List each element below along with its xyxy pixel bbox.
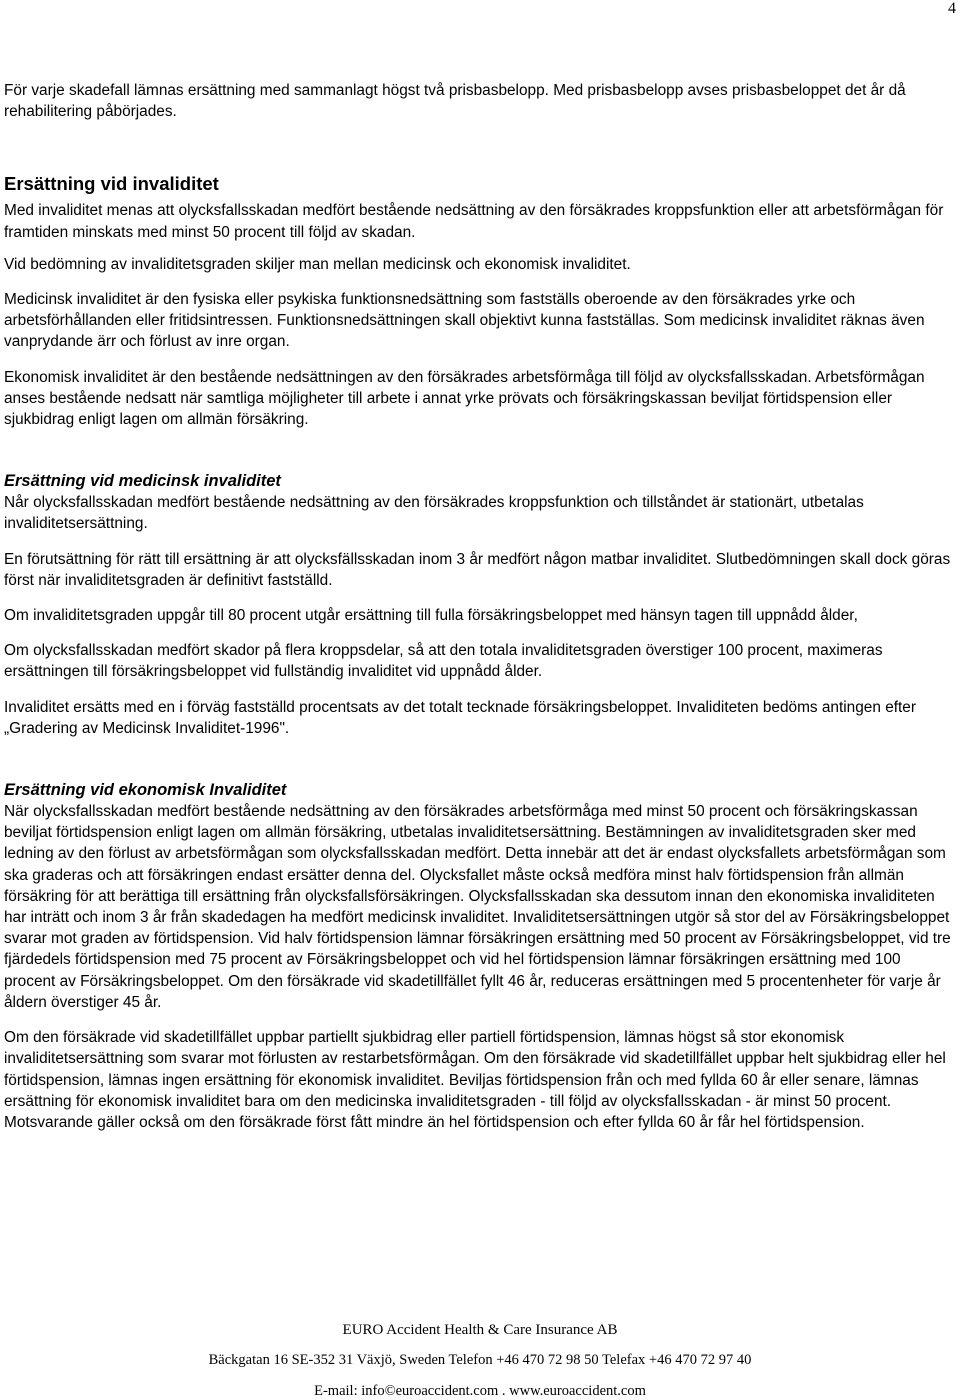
- footer-contact: E-mail: info©euroaccident.com . www.euroaccident.com: [314, 1383, 646, 1399]
- paragraph-medicinsk-4: Om olycksfallsskadan medfört skador på flera kroppsdelar, så att den totala invaliditetsgraden överstiger 100 procent, maximeras ersättningen till försäkringsbeloppet vid fullständig invaliditet vid uppnådd ålder.: [4, 642, 883, 681]
- paragraph-medicinsk-1: Når olycksfallsskadan medfört bestående nedsättning av den försäkrades kroppsfunktion och tillståndet är stationärt, utbetalas invaliditetsersättning.: [4, 494, 864, 533]
- document-body: [4, 80, 956, 1133]
- section-heading-invaliditet: Ersättning vid invaliditet: [4, 173, 219, 195]
- section-invaliditet: [4, 172, 956, 430]
- paragraph-invaliditet-bedomning: Vid bedömning av invaliditetsgraden skiljer man mellan medicinsk och ekonomisk invaliditet.: [4, 255, 631, 273]
- paragraph-medicinsk-2: En förutsättning för rätt till ersättning är att olycksfällsskadan inom 3 år medfört någon matbar invaliditet. Slutbedömningen skall dock göras först när invaliditetsgraden är definitivt fastställd.: [4, 550, 951, 589]
- paragraph-ekonomisk-definition: Ekonomisk invaliditet är den bestående nedsättningen av den försäkrades arbetsförmåga till följd av olycksfallsskadan. Arbetsförmågan anses bestående nedsatt när samtliga möjligheter till arbete i annat yrke prövats och försäkringskassan beviljat förtidspension eller sjukbidrag enligt lagen om allmän försäkring.: [4, 368, 925, 429]
- section-medicinsk: [4, 470, 956, 739]
- footer-company: EURO Accident Health & Care Insurance AB: [342, 1322, 618, 1338]
- paragraph-ekonomisk-2: Om den försäkrade vid skadetillfället uppbar partiellt sjukbidrag eller partiell förtidspension, lämnas högst så stor ekonomisk invaliditetsersättning som svarar mot förlusten av restarbetsförmågan. Om den försäkrade vid skadetillfället uppbar helt sjukbidrag eller hel förtidspension, lämnas ingen ersättning för ekonomisk invaliditet. Beviljas förtidspension från och med fyllda 60 år eller senare, lämnas ersättning för ekonomisk invaliditet bara om den medicinska invaliditetsgraden - till följd av olycksfallsskadan - är minst 50 procent. Motsvarande gäller också om den försäkrade först fått mindre än hel förtidspension och efter fyllda 60 år får hel förtidspension.: [4, 1029, 946, 1131]
- paragraph-ekonomisk-1: När olycksfallsskadan medfört bestående nedsättning av den försäkrades arbetsförmåga med minst 50 procent och försäkringskassan beviljat förtidspension enligt lagen om allmän försäkring, utbetalas invaliditetsersättning. Bestämningen av invaliditetsgraden sker med ledning av den förlust av arbetsförmågan som olycksfallsskadan medfört. Detta innebär att det är endast olycksfallets arbetsförmågan som ska graderas och att försäkringen endast ersätter denna del. Olycksfallet måste också medföra minst halv förtidspension från allmän försäkring för att berättiga till ersättning från olycksfallsförsäkringen. Olycksfallsskadan ska dessutom innan den ekonomiska invaliditeten har inträtt och inom 3 år från skadedagen ha medfört medicinsk invaliditet. Invaliditetsersättningen utgör så stor del av Försäkringsbeloppet svarar mot graden av förtidspension. Vid halv förtidspension lämnar försäkringen ersättning med 50 procent av Försäkringsbeloppet, vid tre fjärdedels förtidspension med 75 procent av Försäkringsbeloppet och vid hel förtidspension lämnar försäkringen ersättning med 100 procent av Försäkringsbeloppet. Om den försäkrade vid skadetillfället fyllt 46 år, reduceras ersättningen med 5 procentenheter för varje år åldern överstiger 45 år.: [4, 803, 951, 1011]
- paragraph-medicinsk-5: Invaliditet ersätts med en i förväg fastställd procentsats av det totalt tecknade försäkringsbeloppet. Invaliditeten bedöms antingen efter „Gradering av Medicinsk Invaliditet-1996".: [4, 698, 916, 737]
- page-number: 4: [948, 0, 956, 17]
- section-ekonomisk: [4, 779, 956, 1133]
- intro-paragraph: För varje skadefall lämnas ersättning med sammanlagt högst två prisbasbelopp. Med prisbasbelopp avses prisbasbeloppet det år då rehabilitering påbörjades.: [4, 82, 906, 121]
- section-heading-ekonomisk: Ersättning vid ekonomisk Invaliditet: [4, 781, 287, 800]
- paragraph-medicinsk-3: Om invaliditetsgraden uppgår till 80 procent utgår ersättning till fulla försäkringsbeloppet med hänsyn tagen till uppnådd ålder,: [4, 607, 858, 625]
- footer-address: Bäckgatan 16 SE-352 31 Växjö, Sweden Telefon +46 470 72 98 50 Telefax +46 470 72 97 40: [208, 1352, 752, 1368]
- paragraph-invaliditet-definition: Med invaliditet menas att olycksfallsskadan medfört bestående nedsättning av den försäkrades kroppsfunktion eller att arbetsförmågan för framtiden minskats med minst 50 procent till följd av skadan.: [4, 202, 944, 241]
- paragraph-medicinsk-definition: Medicinsk invaliditet är den fysiska eller psykiska funktionsnedsättning som fastställs oberoende av den försäkrades yrke och arbetsförhållanden eller fritidsintressen. Funktionsnedsättningen skall objektivt kunna fastställas. Som medicinsk invaliditet räknas även vanprydande ärr och förlust av inre organ.: [4, 291, 925, 351]
- section-heading-medicinsk: Ersättning vid medicinsk invaliditet: [4, 472, 281, 491]
